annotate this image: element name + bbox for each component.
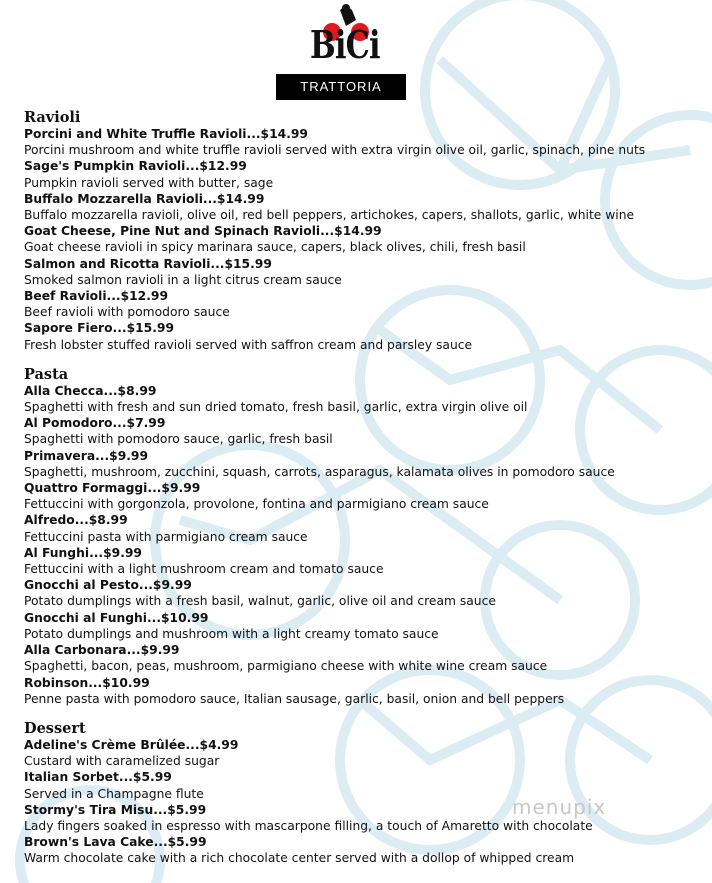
- item-description: Lady fingers soaked in espresso with mascarpone filling, a touch of Amaretto with chocolate: [24, 818, 593, 833]
- item-description: Fettuccini with gorgonzola, provolone, fontina and parmigiano cream sauce: [24, 497, 489, 512]
- item-name: Beef Ravioli...$12.99: [24, 289, 169, 304]
- menu-item: [24, 223, 704, 255]
- menu-item: [24, 383, 704, 415]
- menu-item: [24, 675, 704, 707]
- menu-item: [24, 577, 704, 609]
- section-ravioli: [24, 110, 704, 353]
- menu-item: [24, 288, 704, 320]
- item-description: Spaghetti, bacon, peas, mushroom, parmigiano cheese with white wine cream sauce: [24, 659, 548, 674]
- item-description: Fresh lobster stuffed ravioli served with saffron cream and parsley sauce: [24, 337, 473, 352]
- section-title: Pasta: [24, 365, 69, 383]
- section-pasta: [24, 367, 704, 707]
- item-description: Buffalo mozzarella ravioli, olive oil, red bell peppers, artichokes, capers, shallots, garlic, white wine: [24, 208, 635, 223]
- item-name: Goat Cheese, Pine Nut and Spinach Ravioli...$14.99: [24, 224, 382, 239]
- item-name: Italian Sorbet...$5.99: [24, 770, 172, 785]
- item-description: Spaghetti with pomodoro sauce, garlic, fresh basil: [24, 432, 333, 447]
- item-name: Porcini and White Truffle Ravioli...$14.99: [24, 127, 308, 141]
- item-description: Penne pasta with pomodoro sauce, Italian sausage, garlic, basil, onion and bell peppers: [24, 691, 565, 706]
- menu-item: [24, 512, 704, 544]
- item-name: Sage's Pumpkin Ravioli...$12.99: [24, 159, 247, 174]
- item-name: Alfredo...$8.99: [24, 513, 128, 528]
- menu-item: [24, 642, 704, 674]
- item-description: Warm chocolate cake with a rich chocolate center served with a dollop of whipped cream: [24, 851, 575, 866]
- item-description: Smoked salmon ravioli in a light citrus cream sauce: [24, 272, 342, 287]
- item-description: Pumpkin ravioli served with butter, sage: [24, 175, 274, 190]
- item-description: Spaghetti, mushroom, zucchini, squash, carrots, asparagus, kalamata olives in pomodoro sauce: [24, 464, 615, 479]
- item-name: Alla Carbonara...$9.99: [24, 643, 180, 658]
- section-title: Ravioli: [24, 109, 81, 126]
- section-dessert: [24, 721, 704, 867]
- item-name: Stormy's Tira Misu...$5.99: [24, 802, 207, 817]
- item-name: Primavera...$9.99: [24, 448, 149, 463]
- menu-item: [24, 320, 704, 352]
- logo-wordmark: BiCi: [310, 22, 380, 67]
- item-description: Porcini mushroom and white truffle ravioli served with extra virgin olive oil, garlic, spinach, pine nuts: [24, 143, 646, 158]
- item-name: Al Pomodoro...$7.99: [24, 416, 166, 431]
- item-description: Goat cheese ravioli in spicy marinara sauce, capers, black olives, chili, fresh basil: [24, 240, 526, 255]
- menu-item: [24, 158, 704, 190]
- item-name: Buffalo Mozzarella Ravioli...$14.99: [24, 191, 265, 206]
- item-description: Served in a Champagne flute: [24, 786, 204, 801]
- item-name: Brown's Lava Cake...$5.99: [24, 835, 207, 850]
- logo-subtitle: TRATTORIA: [276, 74, 406, 100]
- item-name: Gnocchi al Funghi...$10.99: [24, 610, 209, 625]
- menu-item: [24, 545, 704, 577]
- item-name: Gnocchi al Pesto...$9.99: [24, 578, 192, 593]
- item-description: Fettuccini with a light mushroom cream and tomato sauce: [24, 562, 384, 577]
- item-description: Beef ravioli with pomodoro sauce: [24, 305, 230, 320]
- item-name: Alla Checca...$8.99: [24, 383, 157, 398]
- menu-item: [24, 737, 704, 769]
- item-description: Potato dumplings and mushroom with a light creamy tomato sauce: [24, 626, 439, 641]
- item-description: Potato dumplings with a fresh basil, walnut, garlic, olive oil and cream sauce: [24, 594, 496, 609]
- watermark: menupix: [512, 795, 607, 819]
- item-description: Custard with caramelized sugar: [24, 754, 220, 769]
- menu-item: [24, 448, 704, 480]
- item-description: Fettuccini pasta with parmigiano cream sauce: [24, 529, 308, 544]
- item-name: Adeline's Crème Brûlée...$4.99: [24, 737, 239, 752]
- menu-item: [24, 415, 704, 447]
- menu-item: [24, 191, 704, 223]
- menu: [24, 110, 704, 881]
- menu-item: [24, 480, 704, 512]
- menu-item: [24, 610, 704, 642]
- menu-item: [24, 126, 704, 158]
- item-name: Quattro Formaggi...$9.99: [24, 481, 201, 496]
- menu-item: [24, 834, 704, 866]
- item-name: Robinson...$10.99: [24, 675, 150, 690]
- item-name: Salmon and Ricotta Ravioli...$15.99: [24, 256, 272, 271]
- section-title: Dessert: [24, 719, 86, 737]
- menu-item: [24, 256, 704, 288]
- item-name: Al Funghi...$9.99: [24, 545, 142, 560]
- restaurant-logo: [276, 2, 406, 100]
- item-name: Sapore Fiero...$15.99: [24, 321, 175, 336]
- item-description: Spaghetti with fresh and sun dried tomato, fresh basil, garlic, extra virgin olive oil: [24, 400, 528, 415]
